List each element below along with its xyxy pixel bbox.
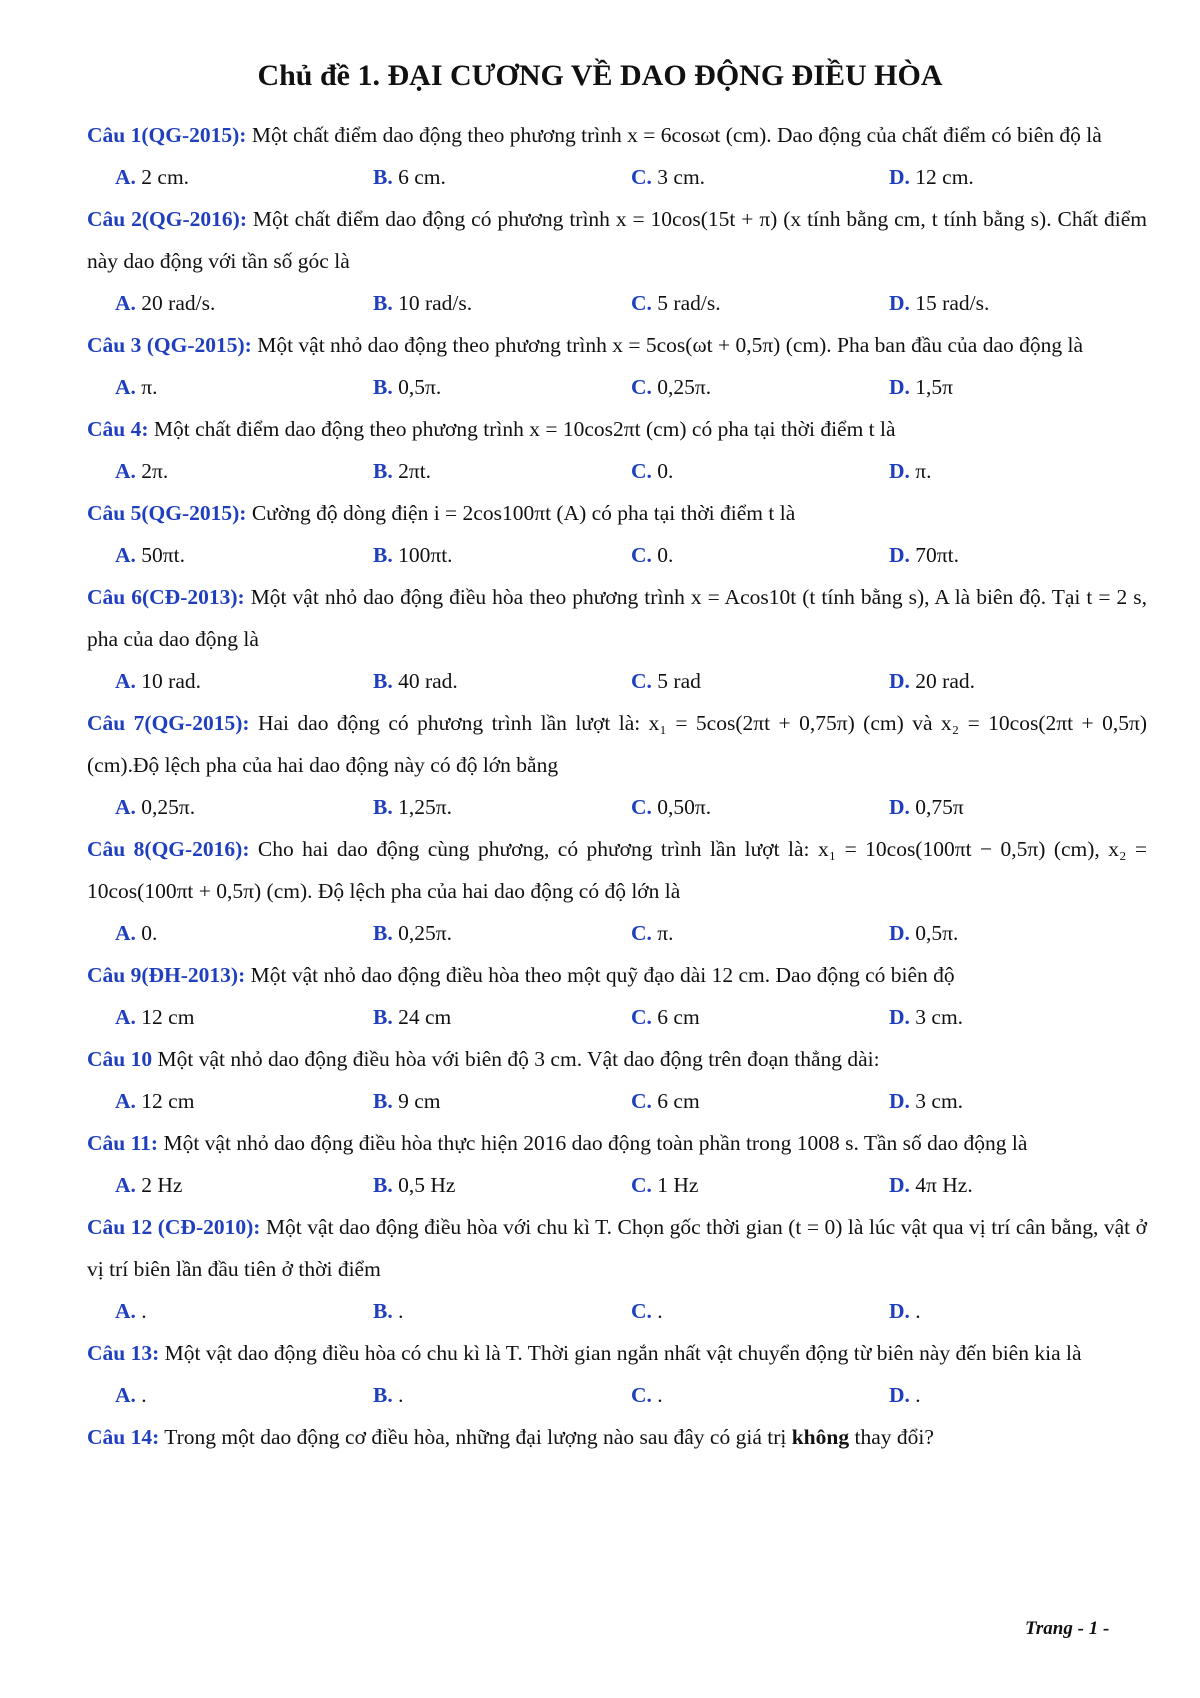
question-5 — [87, 492, 1147, 576]
option-label: A. — [115, 375, 136, 399]
question-body: Một vật nhỏ dao động theo phương trình x = 5cos(ωt + 0,5π) (cm). Pha ban đầu của dao động là — [251, 333, 1084, 357]
option-text: 15 rad/s. — [909, 291, 990, 315]
question-text — [87, 492, 1147, 534]
question-label: Câu 11: — [87, 1131, 159, 1155]
answer-option-b — [373, 912, 631, 954]
question-body: Một vật nhỏ dao động điều hòa theo một quỹ đạo dài 12 cm. Dao động có biên độ — [245, 963, 955, 987]
option-text: 1,5π — [909, 375, 954, 399]
question-body: Một vật dao động điều hòa với chu kì T. Chọn gốc thời gian (t = 0) là lúc vật qua vị trí cân bằng, vật ở vị trí biên lần đầu tiên ở thời điểm — [87, 1215, 1147, 1281]
question-body: Một chất điểm dao động có phương trình x = 10cos(15t + π) (x tính bằng cm, t tính bằng s). Chất điểm này dao động với tần số góc là — [87, 207, 1147, 273]
answer-option-c — [631, 996, 889, 1038]
option-label: D. — [889, 669, 910, 693]
answer-option-a — [115, 660, 373, 702]
option-label: B. — [373, 291, 393, 315]
question-text — [87, 1038, 1147, 1080]
option-text: 3 cm. — [909, 1005, 964, 1029]
option-label: A. — [115, 795, 136, 819]
option-text: 2 cm. — [135, 165, 190, 189]
option-label: C. — [631, 459, 652, 483]
answer-option-a — [115, 534, 373, 576]
option-text: 2πt. — [392, 459, 432, 483]
option-text: 12 cm — [135, 1089, 195, 1113]
option-label: A. — [115, 1299, 136, 1323]
question-emphasis: không — [791, 1425, 850, 1449]
answer-option-c — [631, 450, 889, 492]
option-text: 1 Hz — [651, 1173, 699, 1197]
question-label: Câu 7(QG-2015): — [87, 711, 250, 735]
option-text: 9 cm — [392, 1089, 441, 1113]
option-text: 5 rad/s. — [651, 291, 721, 315]
question-13 — [87, 1332, 1147, 1416]
answer-option-d — [889, 1374, 1147, 1416]
answer-option-a — [115, 282, 373, 324]
question-body: Cho hai dao động cùng phương, có phương trình lần lượt là: x₁ = 10cos(100πt − 0,5π) (cm), x₂ = 10cos(100πt + 0,5π) (cm). Độ lệch pha của hai dao động có độ lớn là — [87, 837, 1147, 903]
question-text — [87, 954, 1147, 996]
option-label: C. — [631, 1173, 652, 1197]
answer-option-a — [115, 1290, 373, 1332]
answer-option-d — [889, 534, 1147, 576]
question-4 — [87, 408, 1147, 492]
answer-option-a — [115, 450, 373, 492]
option-text: . — [135, 1383, 147, 1407]
question-label: Câu 1(QG-2015): — [87, 123, 247, 147]
option-label: B. — [373, 543, 393, 567]
answer-option-c — [631, 366, 889, 408]
option-label: C. — [631, 1089, 652, 1113]
option-text: 0,75π — [909, 795, 964, 819]
question-text — [87, 1206, 1147, 1290]
answer-option-c — [631, 1290, 889, 1332]
question-3 — [87, 324, 1147, 408]
answer-option-a — [115, 156, 373, 198]
question-label: Câu 6(CĐ-2013): — [87, 585, 245, 609]
answer-option-d — [889, 1290, 1147, 1332]
option-label: D. — [889, 291, 910, 315]
option-text: . — [135, 1299, 147, 1323]
option-text: 10 rad. — [135, 669, 201, 693]
question-label: Câu 14: — [87, 1425, 160, 1449]
option-label: B. — [373, 1173, 393, 1197]
option-label: B. — [373, 1383, 393, 1407]
answer-option-a — [115, 786, 373, 828]
option-label: C. — [631, 1383, 652, 1407]
option-text: 24 cm — [392, 1005, 452, 1029]
option-label: B. — [373, 1299, 393, 1323]
answer-option-d — [889, 450, 1147, 492]
option-text: π. — [651, 921, 674, 945]
option-text: 0. — [135, 921, 158, 945]
option-label: B. — [373, 1005, 393, 1029]
answer-options — [87, 1290, 1147, 1332]
option-label: B. — [373, 375, 393, 399]
answer-option-b — [373, 1164, 631, 1206]
option-label: A. — [115, 1005, 136, 1029]
option-label: C. — [631, 1299, 652, 1323]
question-12 — [87, 1206, 1147, 1332]
answer-option-c — [631, 156, 889, 198]
option-text: 6 cm — [651, 1005, 700, 1029]
answer-option-c — [631, 660, 889, 702]
option-text: 0,25π. — [392, 921, 452, 945]
question-body: Một vật nhỏ dao động điều hòa thực hiện 2016 dao động toàn phần trong 1008 s. Tần số dao động là — [158, 1131, 1028, 1155]
answer-option-b — [373, 996, 631, 1038]
answer-option-d — [889, 912, 1147, 954]
option-label: B. — [373, 921, 393, 945]
answer-options — [87, 996, 1147, 1038]
answer-option-d — [889, 996, 1147, 1038]
option-text: . — [651, 1299, 663, 1323]
question-body: Một chất điểm dao động theo phương trình x = 10cos2πt (cm) có pha tại thời điểm t là — [148, 417, 896, 441]
option-label: C. — [631, 1005, 652, 1029]
option-label: A. — [115, 291, 136, 315]
option-label: D. — [889, 375, 910, 399]
option-label: B. — [373, 165, 393, 189]
option-text: 10 rad/s. — [392, 291, 473, 315]
question-text — [87, 1332, 1147, 1374]
option-text: 100πt. — [392, 543, 453, 567]
option-text: 6 cm — [651, 1089, 700, 1113]
question-7 — [87, 702, 1147, 828]
answer-options — [87, 366, 1147, 408]
question-body-end: thay đổi? — [849, 1425, 934, 1449]
option-text: 0,50π. — [651, 795, 712, 819]
answer-option-b — [373, 1290, 631, 1332]
question-body: Cường độ dòng điện i = 2cos100πt (A) có pha tại thời điểm t là — [246, 501, 796, 525]
question-body: Trong một dao động cơ điều hòa, những đại lượng nào sau đây có giá trị — [159, 1425, 792, 1449]
option-text: 4π Hz. — [909, 1173, 973, 1197]
answer-option-b — [373, 282, 631, 324]
answer-option-b — [373, 1374, 631, 1416]
option-label: A. — [115, 165, 136, 189]
answer-option-d — [889, 156, 1147, 198]
option-label: A. — [115, 1173, 136, 1197]
option-label: D. — [889, 165, 910, 189]
question-text — [87, 576, 1147, 660]
option-label: A. — [115, 543, 136, 567]
answer-option-b — [373, 366, 631, 408]
option-label: D. — [889, 543, 910, 567]
question-text — [87, 702, 1147, 786]
answer-option-d — [889, 1080, 1147, 1122]
question-2 — [87, 198, 1147, 324]
option-text: π. — [909, 459, 932, 483]
answer-options — [87, 282, 1147, 324]
question-body: Hai dao động có phương trình lần lượt là: x₁ = 5cos(2πt + 0,75π) (cm) và x₂ = 10cos(2πt + 0,5π) (cm).Độ lệch pha của hai dao động này có độ lớn bằng — [87, 711, 1147, 777]
option-label: C. — [631, 543, 652, 567]
option-label: A. — [115, 1383, 136, 1407]
option-label: A. — [115, 1089, 136, 1113]
option-text: 70πt. — [909, 543, 959, 567]
option-label: D. — [889, 921, 910, 945]
option-text: 0,5 Hz — [392, 1173, 456, 1197]
option-text: 0,25π. — [651, 375, 712, 399]
question-10 — [87, 1038, 1147, 1122]
answer-option-c — [631, 912, 889, 954]
option-text: 5 rad — [651, 669, 701, 693]
answer-options — [87, 1374, 1147, 1416]
option-label: D. — [889, 459, 910, 483]
answer-option-d — [889, 1164, 1147, 1206]
option-text: 0,25π. — [135, 795, 196, 819]
question-text — [87, 198, 1147, 282]
answer-option-a — [115, 996, 373, 1038]
option-label: C. — [631, 165, 652, 189]
answer-option-d — [889, 660, 1147, 702]
option-label: A. — [115, 921, 136, 945]
answer-option-b — [373, 1080, 631, 1122]
option-text: 2 Hz — [135, 1173, 183, 1197]
option-text: 1,25π. — [392, 795, 452, 819]
page-title: Chủ đề 1. ĐẠI CƯƠNG VỀ DAO ĐỘNG ĐIỀU HÒA — [257, 59, 943, 92]
option-label: C. — [631, 669, 652, 693]
option-text: 20 rad. — [909, 669, 975, 693]
option-label: D. — [889, 795, 910, 819]
question-label: Câu 3 (QG-2015): — [87, 333, 252, 357]
option-text: 2π. — [135, 459, 169, 483]
option-label: C. — [631, 291, 652, 315]
option-label: A. — [115, 669, 136, 693]
question-label: Câu 8(QG-2016): — [87, 837, 250, 861]
answer-option-c — [631, 1164, 889, 1206]
question-label: Câu 4: — [87, 417, 149, 441]
option-label: D. — [889, 1299, 910, 1323]
option-text: 6 cm. — [392, 165, 446, 189]
option-text: 3 cm. — [651, 165, 706, 189]
answer-options — [87, 156, 1147, 198]
answer-option-c — [631, 1080, 889, 1122]
answer-options — [87, 912, 1147, 954]
option-label: B. — [373, 669, 393, 693]
option-text: . — [909, 1299, 921, 1323]
option-label: D. — [889, 1383, 910, 1407]
option-label: B. — [373, 795, 393, 819]
option-label: B. — [373, 1089, 393, 1113]
answer-option-d — [889, 282, 1147, 324]
question-14 — [87, 1416, 1147, 1458]
option-text: . — [909, 1383, 921, 1407]
question-label: Câu 5(QG-2015): — [87, 501, 247, 525]
answer-option-a — [115, 1080, 373, 1122]
answer-option-b — [373, 660, 631, 702]
answer-options — [87, 660, 1147, 702]
option-label: D. — [889, 1005, 910, 1029]
question-text — [87, 1416, 1147, 1458]
answer-option-b — [373, 450, 631, 492]
question-11 — [87, 1122, 1147, 1206]
question-text — [87, 114, 1147, 156]
option-text: 0,5π. — [909, 921, 959, 945]
question-body: Một vật dao động điều hòa có chu kì là T. Thời gian ngắn nhất vật chuyển động từ biên này đến biên kia là — [159, 1341, 1082, 1365]
option-text: 20 rad/s. — [135, 291, 216, 315]
question-label: Câu 12 (CĐ-2010): — [87, 1215, 261, 1239]
question-text — [87, 828, 1147, 912]
question-label: Câu 10 — [87, 1047, 153, 1071]
answer-option-b — [373, 534, 631, 576]
option-label: D. — [889, 1089, 910, 1113]
option-text: 50πt. — [135, 543, 185, 567]
question-body: Một vật nhỏ dao động điều hòa với biên độ 3 cm. Vật dao động trên đoạn thẳng dài: — [152, 1047, 880, 1071]
option-text: 0. — [651, 543, 674, 567]
answer-options — [87, 786, 1147, 828]
answer-options — [87, 534, 1147, 576]
answer-option-a — [115, 1374, 373, 1416]
option-label: C. — [631, 375, 652, 399]
option-text: 12 cm. — [909, 165, 974, 189]
option-label: C. — [631, 795, 652, 819]
answer-option-c — [631, 1374, 889, 1416]
option-label: B. — [373, 459, 393, 483]
question-text — [87, 408, 1147, 450]
question-body: Một chất điểm dao động theo phương trình x = 6cosωt (cm). Dao động của chất điểm có biên độ là — [246, 123, 1102, 147]
question-label: Câu 13: — [87, 1341, 160, 1365]
answer-option-d — [889, 786, 1147, 828]
option-label: A. — [115, 459, 136, 483]
question-9 — [87, 954, 1147, 1038]
question-6 — [87, 576, 1147, 702]
option-text: 40 rad. — [392, 669, 458, 693]
answer-option-c — [631, 534, 889, 576]
option-text: π. — [135, 375, 158, 399]
answer-option-b — [373, 156, 631, 198]
option-text: 0,5π. — [392, 375, 442, 399]
option-label: C. — [631, 921, 652, 945]
answer-option-c — [631, 282, 889, 324]
option-text: 3 cm. — [909, 1089, 964, 1113]
answer-options — [87, 450, 1147, 492]
answer-option-d — [889, 366, 1147, 408]
answer-options — [87, 1080, 1147, 1122]
option-text: 0. — [651, 459, 674, 483]
question-text — [87, 324, 1147, 366]
question-list — [87, 114, 1147, 1458]
question-8 — [87, 828, 1147, 954]
option-text: . — [651, 1383, 663, 1407]
answer-option-a — [115, 912, 373, 954]
answer-option-a — [115, 1164, 373, 1206]
option-text: 12 cm — [135, 1005, 195, 1029]
question-label: Câu 9(ĐH-2013): — [87, 963, 246, 987]
option-text: . — [392, 1299, 404, 1323]
question-label: Câu 2(QG-2016): — [87, 207, 247, 231]
answer-option-a — [115, 366, 373, 408]
question-body: Một vật nhỏ dao động điều hòa theo phương trình x = Acos10t (t tính bằng s), A là biên độ. Tại t = 2 s, pha của dao động là — [87, 585, 1147, 651]
option-text: . — [392, 1383, 404, 1407]
page-footer: Trang - 1 - — [1025, 1618, 1110, 1639]
answer-option-c — [631, 786, 889, 828]
question-1 — [87, 114, 1147, 198]
answer-option-b — [373, 786, 631, 828]
option-label: D. — [889, 1173, 910, 1197]
question-text — [87, 1122, 1147, 1164]
answer-options — [87, 1164, 1147, 1206]
